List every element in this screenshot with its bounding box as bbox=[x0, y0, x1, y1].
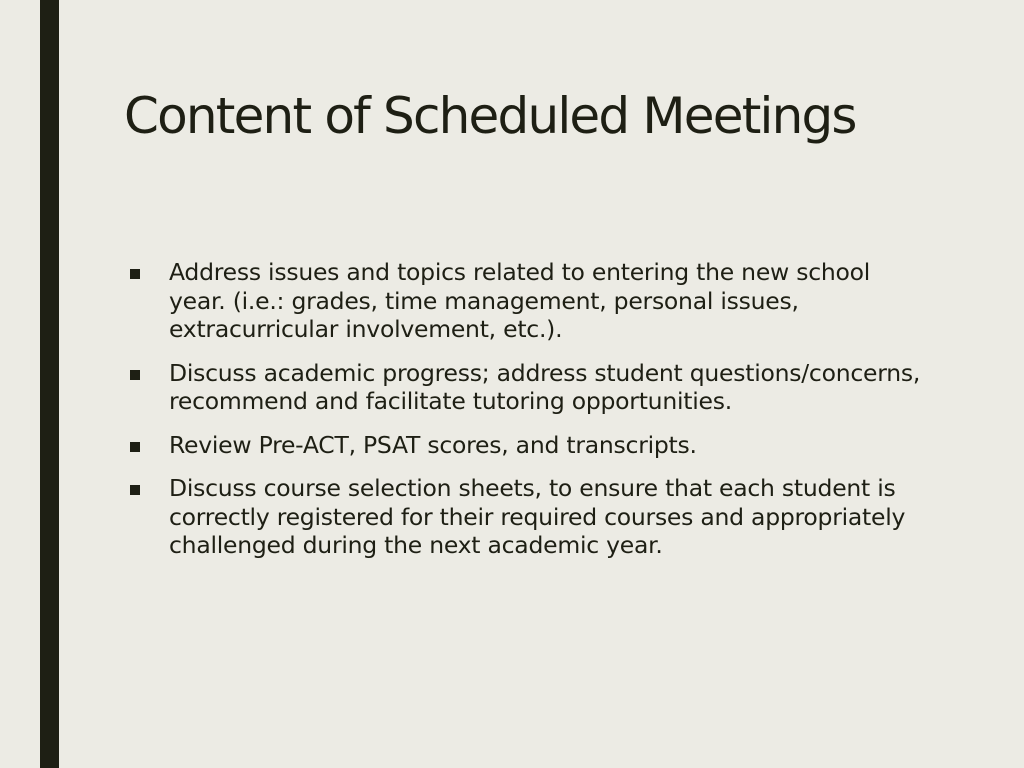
accent-bar bbox=[40, 0, 59, 768]
square-bullet-icon bbox=[130, 370, 140, 380]
slide-title: Content of Scheduled Meetings bbox=[124, 87, 856, 145]
bullet-item bbox=[127, 359, 927, 416]
square-bullet-icon bbox=[130, 485, 140, 495]
square-bullet-icon bbox=[130, 442, 140, 452]
bullet-item bbox=[127, 431, 927, 460]
bullet-text: Review Pre-ACT, PSAT scores, and transcripts. bbox=[169, 430, 697, 459]
bullet-text: Discuss academic progress; address student questions/concerns, recommend and facilitate tutoring opportunities. bbox=[169, 358, 921, 415]
bullet-item bbox=[127, 258, 927, 344]
bullet-list bbox=[127, 258, 927, 575]
square-bullet-icon bbox=[130, 269, 140, 279]
bullet-text: Address issues and topics related to entering the new school year. (i.e.: grades, time management, personal issues, extracurricular involvement, etc.). bbox=[169, 258, 871, 343]
bullet-text: Discuss course selection sheets, to ensure that each student is correctly registered for their required courses and appropriately challenged during the next academic year. bbox=[169, 474, 906, 559]
bullet-item bbox=[127, 474, 927, 560]
